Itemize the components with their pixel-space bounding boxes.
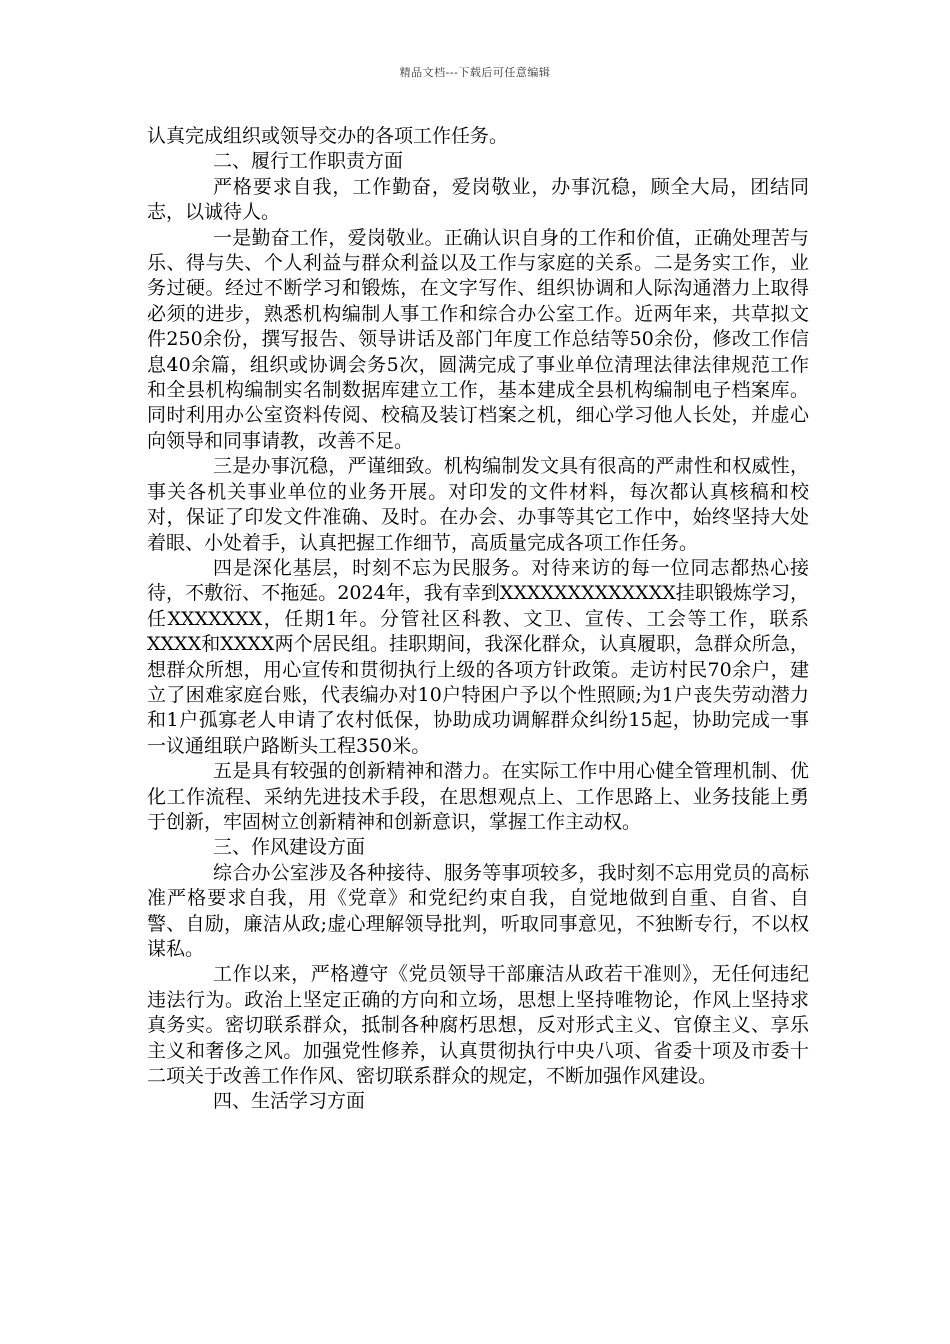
paragraph-5: 三是办事沉稳，严谨细致。机构编制发文具有很高的严肃性和权威性，事关各机关事业单位的业务开展。对印发的文件材料，每次都认真核稿和校对，保证了印发文件准确、及时。在办会、办事等其它工作中，始终坚持大处着眼、小处着手，认真把握工作细节，高质量完成各项工作任务。 — [147, 455, 809, 554]
section-heading-2: 二、履行工作职责方面 — [213, 150, 404, 173]
paragraph-7: 五是具有较强的创新精神和潜力。在实际工作中用心健全管理机制、优化工作流程、采纳先进技术手段，在思想观点上、工作思路上、业务技能上勇于创新，牢固树立创新精神和创新意识，掌握工作主动权。 — [147, 760, 809, 833]
paragraph-4: 一是勤奋工作，爱岗敬业。正确认识自身的工作和价值，正确处理苦与乐、得与失、个人利益与群众利益以及工作与家庭的关系。二是务实工作，业务过硬。经过不断学习和锻炼，在文字写作、组织协调和人际沟通潜力上取得必须的进步，熟悉机构编制人事工作和综合办公室工作。近两年来，共草拟文件250余份，撰写报告、领导讲话及部门年度工作总结等50余份，修改工作信息40余篇，组织或协调会务5次，圆满完成了事业单位清理法律法律规范工作和全县机构编制实名制数据库建立工作，基本建成全县机构编制电子档案库。同时利用办公室资料传阅、校稿及装订档案之机，细心学习他人长处，并虚心向领导和同事请教，改善不足。 — [147, 226, 809, 452]
paragraph-1: 认真完成组织或领导交办的各项工作任务。 — [147, 125, 509, 147]
paragraph-3: 严格要求自我，工作勤奋，爱岗敬业，办事沉稳，顾全大局，团结同志，以诚待人。 — [147, 175, 809, 224]
paragraph-9: 综合办公室涉及各种接待、服务等事项较多，我时刻不忘用党员的高标准严格要求自我，用《党章》和党纪约束自我，自觉地做到自重、自省、自警、自励，廉洁从政;虚心理解领导批判，听取同事意见，不独断专行，不以权谋私。 — [147, 861, 809, 960]
paragraph-6: 四是深化基层，时刻不忘为民服务。对待来访的每一位同志都热心接待，不敷衍、不拖延。2024年，我有幸到XXXXXXXXXXXXX挂职锻炼学习，任XXXXXXX，任期1年。分管社区科教、文卫、宣传、工会等工作，联系XXXX和XXXX两个居民组。挂职期间，我深化群众，认真履职，急群众所急，想群众所想，用心宣传和贯彻执行上级的各项方针政策。走访村民70余户，建立了困难家庭台账，代表编办对10户特困户予以个性照顾;为1户丧失劳动潜力和1户孤寡老人申请了农村低保，协助成功调解群众纠纷15起，协助完成一事一议通组联户路断头工程350米。 — [147, 556, 809, 757]
paragraph-10: 工作以来，严格遵守《党员领导干部廉洁从政若干准则》，无任何违纪违法行为。政治上坚定正确的方向和立场，思想上坚持唯物论，作风上坚持求真务实。密切联系群众，抵制各种腐朽思想，反对形式主义、官僚主义、享乐主义和奢侈之风。加强党性修养，认真贯彻执行中央八项、省委十项及市委十二项关于改善工作作风、密切联系群众的规定，不断加强作风建设。 — [147, 963, 809, 1088]
document-body — [147, 124, 809, 1115]
section-heading-3: 三、作风建设方面 — [213, 836, 366, 859]
page-header: 精品文档---下载后可任意编辑 — [399, 66, 551, 79]
section-heading-4: 四、生活学习方面 — [213, 1090, 366, 1113]
